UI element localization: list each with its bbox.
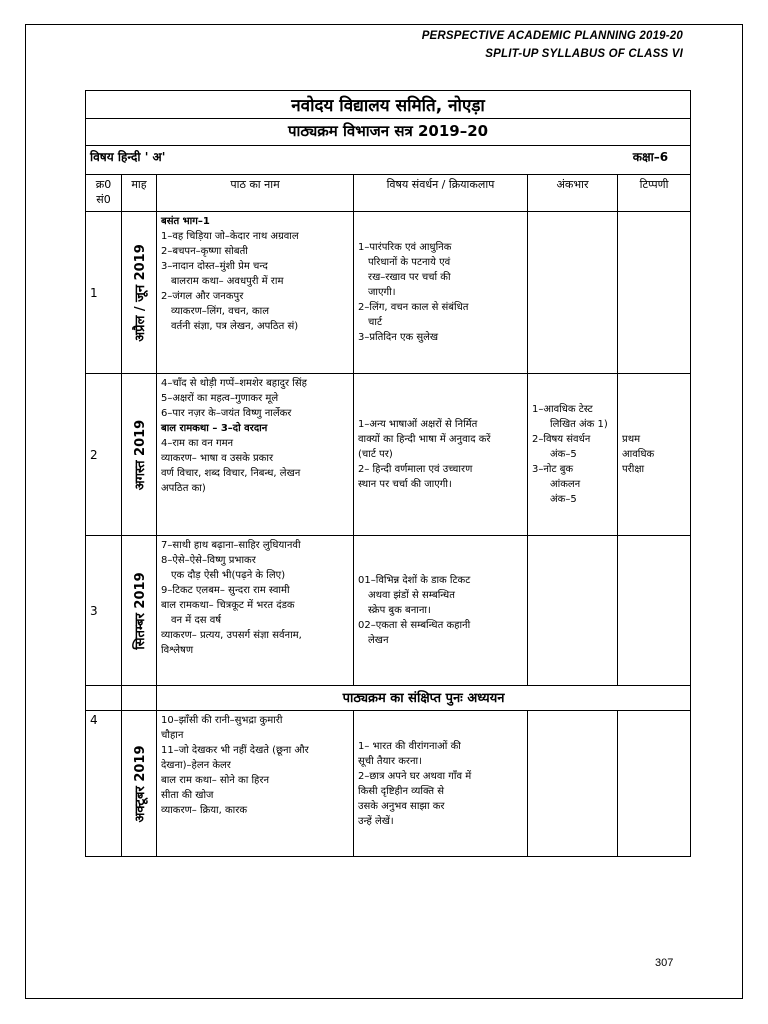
- header-plan-title: PERSPECTIVE ACADEMIC PLANNING 2019-20: [421, 30, 683, 42]
- row-month: [122, 212, 157, 374]
- row-sno: 4: [86, 711, 122, 857]
- row-activity: [354, 711, 528, 857]
- activity-line: उसके अनुभव साझा कर: [358, 800, 445, 812]
- activity-line: 2–छात्र अपने घर अथवा गाँव में: [358, 770, 472, 782]
- col-lesson: पाठ का नाम: [157, 175, 354, 212]
- lesson-line: व्याकरण– भाषा व उसके प्रकार: [161, 453, 274, 464]
- row-month: [122, 711, 157, 857]
- row-remarks: [618, 711, 691, 857]
- row-sno: 3: [86, 536, 122, 686]
- col-month: माह: [122, 175, 157, 212]
- row-month: [122, 536, 157, 686]
- marks-line: 2–विषय संवर्धन: [532, 434, 591, 445]
- lesson-line: विश्लेषण: [161, 645, 194, 656]
- lesson-line: व्याकरण–लिंग, वचन, काल: [171, 306, 270, 317]
- activity-line: रख–रखाव पर चर्चा की: [368, 272, 451, 283]
- lesson-line: व्याकरण– क्रिया, कारक: [161, 805, 248, 816]
- marks-line: 3–नोट बुक: [532, 464, 574, 475]
- table-subtitle: पाठ्यक्रम विभाजन सत्र 2019–20: [86, 119, 691, 146]
- lesson-line: एक दौड़ ऐसी भी(पढ़ने के लिए): [171, 570, 286, 581]
- table-row: [86, 711, 691, 857]
- activity-line: 3–प्रतिदिन एक सुलेख: [358, 332, 439, 343]
- col-sno: क्र0 सं0: [86, 175, 122, 212]
- lesson-line: 10–झाँसी की रानी–सुभद्रा कुमारी: [161, 715, 283, 726]
- lesson-line: वन में दस वर्ष: [171, 615, 222, 626]
- row-activity: [354, 212, 528, 374]
- lesson-line: 11–जो देखकर भी नहीं देखते (छूना और: [161, 745, 309, 756]
- header-class-title: SPLIT-UP SYLLABUS OF CLASS VI: [485, 48, 683, 60]
- activity-line: सूची तैयार करना।: [358, 755, 422, 767]
- lesson-line: 4–राम का वन गमन: [161, 438, 234, 449]
- lesson-line: अपठित का): [161, 483, 206, 494]
- lesson-line: 5–अक्षरों का महत्व–गुणाकर मूले: [161, 393, 279, 404]
- row-month-text: अक्टूबर 2019: [133, 744, 148, 823]
- col-marks: अंकभार: [528, 175, 618, 212]
- subject-row: [86, 146, 691, 175]
- activity-line: लेखन: [368, 635, 389, 646]
- row-lesson: [157, 374, 354, 536]
- marks-line: आंकलन: [550, 479, 581, 490]
- activity-line: स्थान पर चर्चा की जाएगी।: [358, 479, 452, 490]
- lesson-line: 6–पार नज़र के–जयंत विष्णु नार्लेकर: [161, 408, 292, 419]
- activity-line: वाक्यों का हिन्दी भाषा में अनुवाद करें: [358, 434, 491, 445]
- lesson-line: बाल रामकथा– चित्रकूट में भरत दंडक: [161, 600, 295, 611]
- lesson-line: बाल राम कथा– सोने का हिरन: [161, 775, 270, 786]
- activity-line: 1–पारंपरिक एवं आधुनिक: [358, 242, 452, 253]
- row-month-text: सितम्बर 2019: [133, 571, 148, 650]
- lesson-line: व्याकरण– प्रत्यय, उपसर्ग संज्ञा सर्वनाम,: [161, 630, 302, 641]
- lesson-line: सीता की खोज: [161, 790, 214, 801]
- row-lesson: [157, 536, 354, 686]
- lesson-line: 2–बचपन–कृष्णा सोबती: [161, 246, 248, 257]
- row-month-text: अप्रैल / जून 2019: [133, 243, 148, 342]
- row-sno: 2: [86, 374, 122, 536]
- row-remarks: [618, 536, 691, 686]
- lesson-line: 1–वह चिड़िया जो–केदार नाथ अग्रवाल: [161, 231, 299, 242]
- row-activity: [354, 536, 528, 686]
- row-marks: [528, 374, 618, 536]
- remarks-line: परीक्षा: [622, 464, 645, 475]
- lesson-line: बसंत भाग–1: [161, 216, 210, 227]
- activity-line: चार्ट: [368, 317, 382, 328]
- lesson-line: बाल रामकथा – 3–दो वरदान: [161, 423, 268, 434]
- marks-line: लिखित अंक 1): [550, 419, 608, 430]
- row-remarks: [618, 212, 691, 374]
- lesson-line: 3–नादान दोस्त–मुंशी प्रेम चन्द: [161, 261, 268, 272]
- activity-line: अथवा झंडों से सम्बन्धित: [368, 590, 455, 601]
- activity-line: 1– भारत की वीरांगनाओं की: [358, 740, 461, 752]
- row-activity: [354, 374, 528, 536]
- activity-line: 02–एकता से सम्बन्धित कहानी: [358, 620, 471, 631]
- row-marks: [528, 711, 618, 857]
- activity-line: (चार्ट पर): [358, 449, 393, 460]
- row-lesson: [157, 212, 354, 374]
- table-row: [86, 212, 691, 374]
- row-month: [122, 374, 157, 536]
- lesson-line: बालराम कथा– अवधपुरी में राम: [171, 276, 284, 287]
- activity-line: स्क्रेप बुक बनाना।: [368, 605, 431, 616]
- class-label: कक्षा–6: [632, 150, 669, 164]
- activity-line: जाएगी।: [368, 287, 396, 298]
- row-remarks: [618, 374, 691, 536]
- subject-label: विषय हिन्दी ' अ': [90, 150, 166, 164]
- remarks-line: प्रथम: [622, 434, 641, 445]
- lesson-line: 7–साथी हाथ बढ़ाना–साहिर लुधियानवी: [161, 540, 301, 551]
- page-number: 307: [655, 957, 674, 969]
- lesson-line: देखना)–हेलन केलर: [161, 760, 231, 771]
- table-title: नवोदय विद्यालय समिति, नोएड़ा: [86, 91, 691, 119]
- marks-line: 1–आवधिक टेस्ट: [532, 404, 593, 415]
- marks-line: अंक–5: [550, 449, 577, 460]
- activity-line: 01–विभिन्न देशों के डाक टिकट: [358, 575, 471, 586]
- marks-line: अंक–5: [550, 494, 577, 505]
- row-sno: 1: [86, 212, 122, 374]
- lesson-line: 8–ऐसे–ऐसे–विष्णु प्रभाकर: [161, 555, 256, 566]
- activity-line: 2–लिंग, वचन काल से संबंधित: [358, 302, 469, 313]
- activity-line: उन्हें लेखें।: [358, 815, 394, 827]
- col-remarks: टिप्पणी: [618, 175, 691, 212]
- col-activity: विषय संवर्धन / क्रियाकलाप: [354, 175, 528, 212]
- activity-line: परिधानों के पटनाये एवं: [368, 257, 451, 268]
- activity-line: किसी दृष्टिहीन व्यक्ति से: [358, 785, 444, 797]
- lesson-line: चौहान: [161, 730, 184, 741]
- revision-row: पाठ्यक्रम का संक्षिप्त पुनः अध्ययन: [157, 686, 691, 711]
- lesson-line: 2–जंगल और जनकपुर: [161, 291, 244, 302]
- lesson-line: 4–चाँद से थोड़ी गप्पें–शमशेर बहादुर सिंह: [161, 378, 307, 389]
- table-row: [86, 374, 691, 536]
- row-marks: [528, 212, 618, 374]
- row-lesson: [157, 711, 354, 857]
- activity-line: 1–अन्य भाषाओं अक्षरों से निर्मित: [358, 419, 478, 430]
- syllabus-table: [85, 90, 691, 857]
- activity-line: 2– हिन्दी वर्णमाला एवं उच्चारण: [358, 464, 473, 475]
- lesson-line: वर्तनी संज्ञा, पत्र लेखन, अपठित सं): [171, 321, 299, 332]
- lesson-line: वर्ण विचार, शब्द विचार, निबन्ध, लेखन: [161, 468, 301, 479]
- lesson-line: 9–टिकट एलबम– सुन्दरा राम स्वामी: [161, 585, 290, 596]
- table-row: [86, 536, 691, 686]
- remarks-line: आवधिक: [622, 449, 655, 460]
- row-month-text: अगस्त 2019: [133, 419, 148, 490]
- row-marks: [528, 536, 618, 686]
